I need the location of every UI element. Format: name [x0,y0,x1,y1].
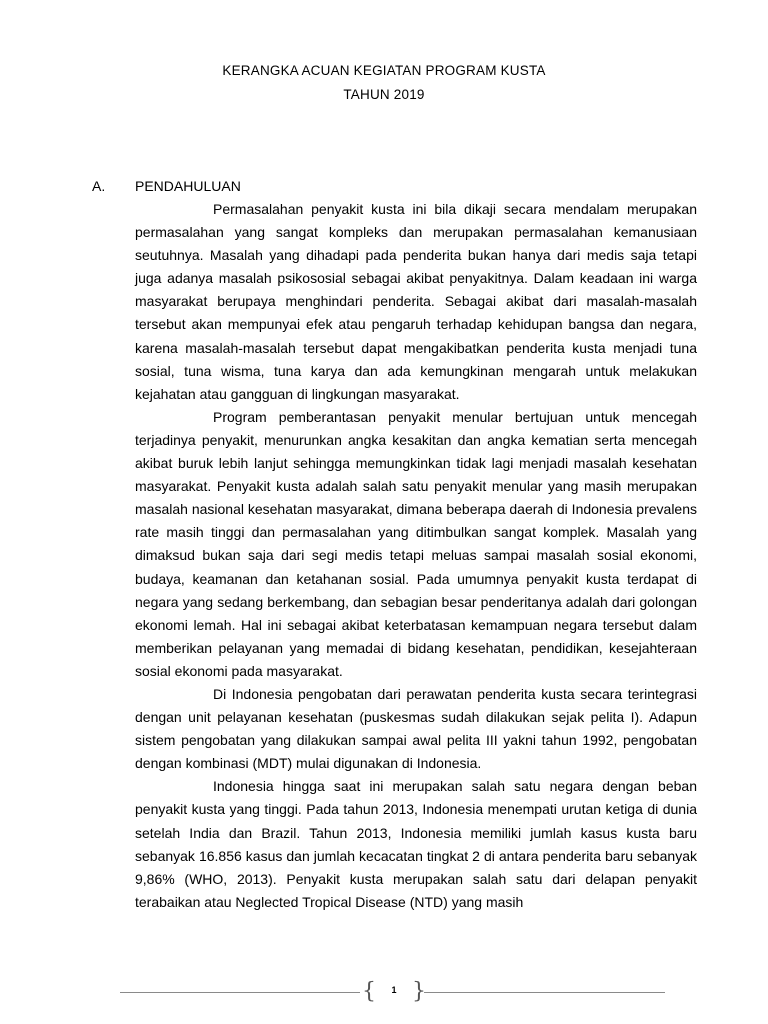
document-title: KERANGKA ACUAN KEGIATAN PROGRAM KUSTA [222,63,546,78]
section-number: A. [92,178,106,194]
footer-brace-left-icon: { [362,979,376,1004]
section-heading: PENDAHULUAN [135,178,241,194]
paragraph: Indonesia hingga saat ini merupakan salah satu negara dengan beban penyakit kusta yang tinggi. Pada tahun 2013, Indonesia menempati urutan ketiga di dunia setelah India dan Brazil. Tahun 2013, Indonesia memiliki jumlah kasus kusta baru sebanyak 16.856 kasus dan jumlah kecacatan tingkat 2 di antara penderita baru sebanyak 9,86% (WHO, 2013). Penyakit kusta merupakan salah satu dari delapan penyakit terabaikan atau Neglected Tropical Disease (NTD) yang masih [135,778,697,910]
document-year: TAHUN 2019 [343,87,425,102]
section-body [135,198,697,914]
paragraph: Di Indonesia pengobatan dari perawatan penderita kusta secara terintegrasi dengan unit pelayanan kesehatan (puskesmas sudah dilakukan sejak pelita I). Adapun sistem pengobatan yang dilakukan sampai awal pelita III yakni tahun 1992, pengobatan dengan kombinasi (MDT) mulai digunakan di Indonesia. [135,685,697,772]
footer-brace-right-icon: } [412,979,426,1004]
footer-rule-right [424,992,665,993]
page-number: 1 [391,985,397,995]
footer-rule-left [120,992,360,993]
paragraph: Program pemberantasan penyakit menular bertujuan untuk mencegah terjadinya penyakit, menurunkan angka kesakitan dan angka kematian serta mencegah akibat buruk lebih lanjut sehingga memungkinkan tidak lagi menjadi masalah kesehatan masyarakat. Penyakit kusta adalah salah satu penyakit menular yang masih merupakan masalah nasional kesehatan masyarakat, dimana beberapa daerah di Indonesia prevalens rate masih tinggi dan permasalahan yang ditimbulkan sangat komplek. Masalah yang dimaksud bukan saja dari segi medis tetapi meluas sampai masalah sosial ekonomi, budaya, keamanan dan ketahanan sosial. Pada umumnya penyakit kusta terdapat di negara yang sedang berkembang, dan sebagian besar penderitanya adalah dari golongan ekonomi lemah. Hal ini sebagai akibat keterbatasan kemampuan negara tersebut dalam memberikan pelayanan yang memadai di bidang kesehatan, pendidikan, kesejahteraan sosial ekonomi pada masyarakat. [135,408,697,679]
paragraph: Permasalahan penyakit kusta ini bila dikaji secara mendalam merupakan permasalahan yang sangat kompleks dan merupakan permasalahan kemanusiaan seutuhnya. Masalah yang dihadapi pada penderita bukan hanya dari medis saja tetapi juga adanya masalah psikososial sebagai akibat penyakitnya. Dalam keadaan ini warga masyarakat berupaya menghindari penderita. Sebagai akibat dari masalah-masalah tersebut akan mempunyai efek atau pengaruh terhadap kehidupan bangsa dan negara, karena masalah-masalah tersebut dapat mengakibatkan penderita kusta menjadi tuna sosial, tuna wisma, tuna karya dan ada kemungkinan mengarah untuk melakukan kejahatan atau gangguan di lingkungan masyarakat. [135,201,697,402]
